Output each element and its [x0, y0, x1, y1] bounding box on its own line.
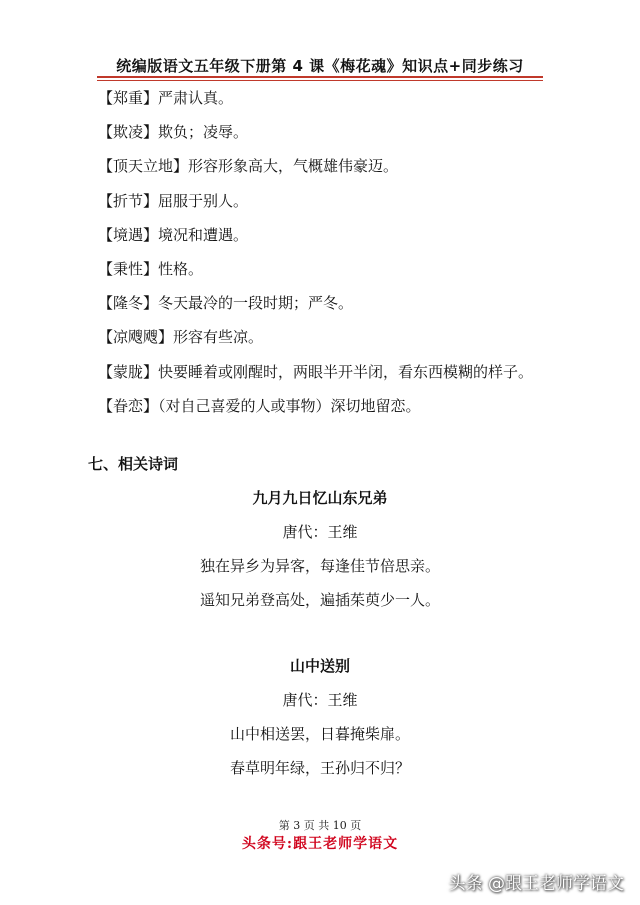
poem-line: 春草明年绿，王孙归不归？: [229, 759, 410, 777]
header-rule-thick: [97, 76, 543, 78]
vocab-item: 【隆冬】冬天最冷的一段时期；严冬。: [98, 294, 354, 313]
vocab-item: 【蒙胧】快要睡着或刚醒时，两眼半开半闭，看东西模糊的样子。: [98, 362, 534, 381]
vocab-item: 【顶天立地】形容形象高大，气概雄伟豪迈。: [98, 157, 399, 176]
poem-author: 唐代：王维: [282, 691, 358, 709]
vocab-item: 【秉性】性格。: [98, 259, 204, 278]
vocab-item: 【欺凌】欺负；凌辱。: [98, 123, 249, 142]
poem-line: 遥知兄弟登高处，遍插茱萸少一人。: [199, 591, 440, 609]
vocab-item: 【折节】屈服于别人。: [98, 191, 249, 210]
watermark: 头条 @跟王老师学语文: [448, 874, 624, 894]
poem-line: 山中相送罢，日暮掩柴扉。: [229, 725, 410, 743]
header-rule-thin: [97, 80, 543, 81]
page-number: 第 3 页 共 10 页: [278, 819, 362, 832]
poem-title: 山中送别: [289, 657, 350, 675]
section-title: 七、相关诗词: [88, 455, 179, 473]
poem-author: 唐代：王维: [282, 523, 358, 541]
page-header-title: 统编版语文五年级下册第 4 课《梅花魂》知识点+同步练习: [116, 57, 524, 75]
poem: [0, 652, 640, 788]
footer-source: 头条号:跟王老师学语文: [241, 836, 399, 852]
poem-title: 九月九日忆山东兄弟: [252, 489, 388, 507]
poem: [0, 484, 640, 620]
vocab-item: 【凉飕飕】形容有些凉。: [98, 328, 264, 347]
poem-line: 独在异乡为异客，每逢佳节倍思亲。: [199, 557, 440, 575]
vocab-item: 【郑重】严肃认真。: [98, 89, 234, 107]
vocab-item: 【眷恋】（对自己喜爱的人或事物）深切地留恋。: [98, 396, 421, 415]
vocab-item: 【境遇】境况和遭遇。: [98, 225, 249, 244]
vocabulary-list: [98, 84, 558, 426]
